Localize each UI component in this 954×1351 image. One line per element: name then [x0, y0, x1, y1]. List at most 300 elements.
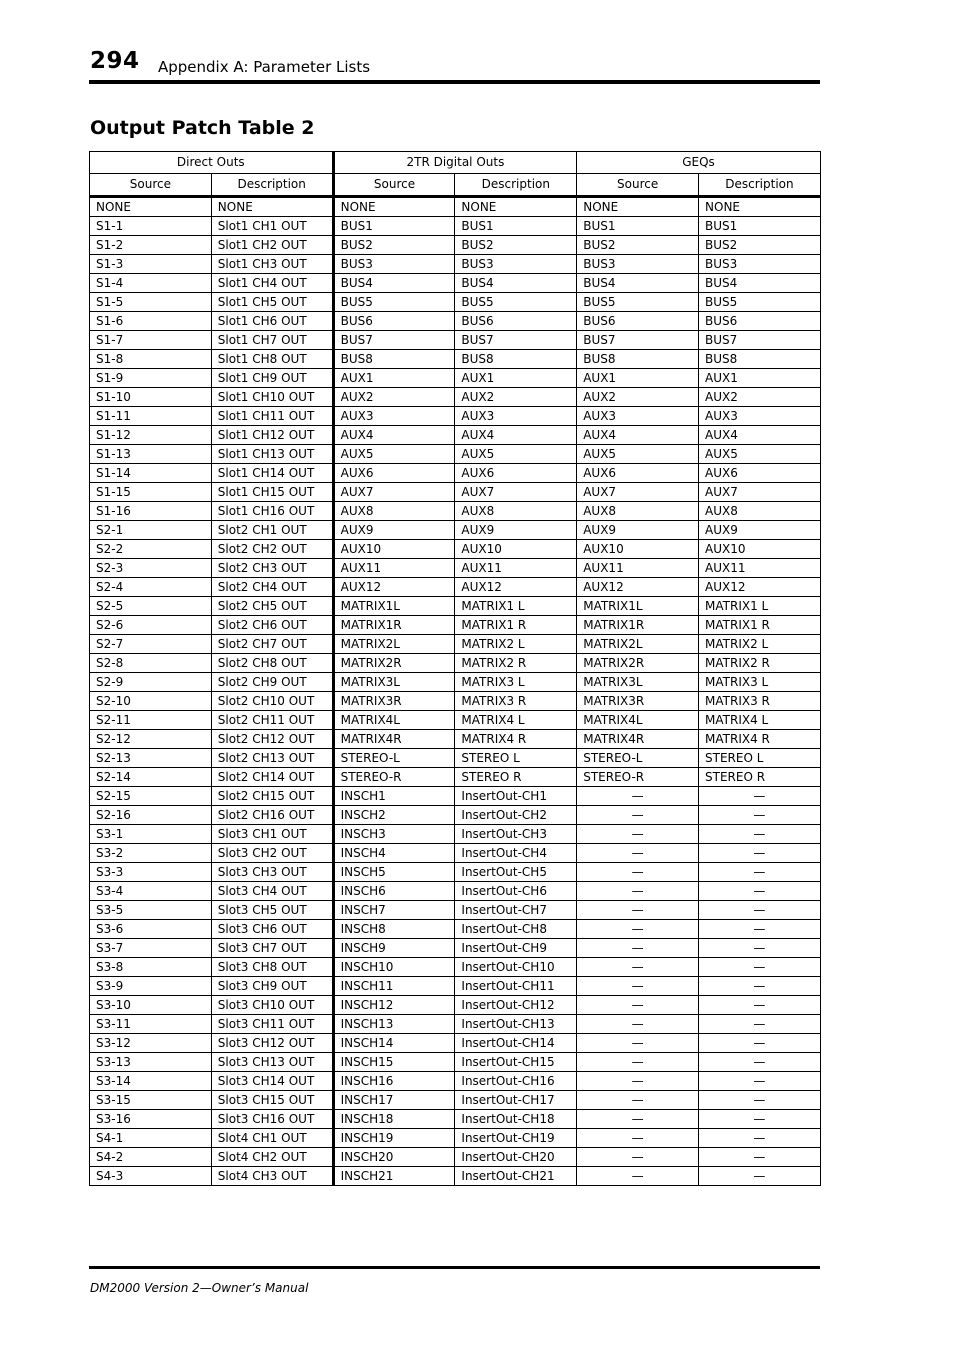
- digital-out-description-cell: AUX6: [455, 464, 577, 483]
- digital-out-source-cell: MATRIX3R: [333, 692, 455, 711]
- digital-out-source-cell: INSCH4: [333, 844, 455, 863]
- geq-source-cell: MATRIX1L: [577, 597, 699, 616]
- output-patch-table-container: [89, 151, 820, 1186]
- table-row: [90, 388, 821, 407]
- table-row: [90, 597, 821, 616]
- table-row: [90, 1167, 821, 1186]
- digital-out-description-cell: InsertOut-CH17: [455, 1091, 577, 1110]
- group-header-direct-outs: Direct Outs: [90, 152, 334, 174]
- digital-out-description-cell: BUS6: [455, 312, 577, 331]
- direct-out-description-cell: Slot2 CH2 OUT: [211, 540, 333, 559]
- direct-out-description-cell: Slot2 CH4 OUT: [211, 578, 333, 597]
- geq-description-cell: AUX3: [699, 407, 821, 426]
- direct-out-source-cell: S3-10: [90, 996, 212, 1015]
- geq-source-cell: BUS6: [577, 312, 699, 331]
- digital-out-description-cell: InsertOut-CH20: [455, 1148, 577, 1167]
- direct-out-description-cell: Slot3 CH1 OUT: [211, 825, 333, 844]
- digital-out-description-cell: AUX12: [455, 578, 577, 597]
- table-row: [90, 844, 821, 863]
- geq-source-cell: BUS2: [577, 236, 699, 255]
- table-row: [90, 578, 821, 597]
- direct-out-source-cell: S1-5: [90, 293, 212, 312]
- direct-out-source-cell: S3-9: [90, 977, 212, 996]
- table-row: [90, 1129, 821, 1148]
- column-header-description: Description: [699, 174, 821, 197]
- output-patch-table: [89, 151, 821, 1186]
- direct-out-source-cell: S3-4: [90, 882, 212, 901]
- section-title: Output Patch Table 2: [90, 117, 315, 139]
- table-row: [90, 692, 821, 711]
- direct-out-description-cell: Slot2 CH8 OUT: [211, 654, 333, 673]
- geq-description-cell: AUX5: [699, 445, 821, 464]
- direct-out-description-cell: Slot1 CH1 OUT: [211, 217, 333, 236]
- direct-out-source-cell: S4-1: [90, 1129, 212, 1148]
- geq-description-cell: MATRIX2 R: [699, 654, 821, 673]
- digital-out-source-cell: BUS1: [333, 217, 455, 236]
- table-row: [90, 730, 821, 749]
- digital-out-description-cell: AUX1: [455, 369, 577, 388]
- geq-source-cell: MATRIX4R: [577, 730, 699, 749]
- table-row: [90, 711, 821, 730]
- digital-out-source-cell: AUX9: [333, 521, 455, 540]
- digital-out-description-cell: InsertOut-CH6: [455, 882, 577, 901]
- table-row: [90, 255, 821, 274]
- digital-out-source-cell: BUS7: [333, 331, 455, 350]
- geq-description-cell: STEREO L: [699, 749, 821, 768]
- digital-out-source-cell: AUX1: [333, 369, 455, 388]
- table-row: [90, 197, 821, 217]
- digital-out-description-cell: BUS7: [455, 331, 577, 350]
- direct-out-description-cell: Slot3 CH5 OUT: [211, 901, 333, 920]
- geq-source-cell: NONE: [577, 197, 699, 217]
- digital-out-description-cell: InsertOut-CH1: [455, 787, 577, 806]
- direct-out-description-cell: Slot3 CH15 OUT: [211, 1091, 333, 1110]
- direct-out-source-cell: S3-8: [90, 958, 212, 977]
- column-header-source: Source: [333, 174, 455, 197]
- geq-source-cell: AUX2: [577, 388, 699, 407]
- running-head: Appendix A: Parameter Lists: [158, 58, 371, 76]
- direct-out-description-cell: Slot2 CH11 OUT: [211, 711, 333, 730]
- geq-description-cell: BUS1: [699, 217, 821, 236]
- table-row: [90, 445, 821, 464]
- direct-out-description-cell: Slot2 CH10 OUT: [211, 692, 333, 711]
- geq-source-cell: —: [577, 996, 699, 1015]
- geq-description-cell: AUX1: [699, 369, 821, 388]
- digital-out-description-cell: AUX9: [455, 521, 577, 540]
- table-row: [90, 331, 821, 350]
- digital-out-description-cell: STEREO R: [455, 768, 577, 787]
- geq-description-cell: AUX6: [699, 464, 821, 483]
- geq-source-cell: —: [577, 806, 699, 825]
- direct-out-description-cell: Slot1 CH5 OUT: [211, 293, 333, 312]
- digital-out-description-cell: AUX11: [455, 559, 577, 578]
- geq-source-cell: AUX8: [577, 502, 699, 521]
- table-row: [90, 806, 821, 825]
- digital-out-description-cell: BUS1: [455, 217, 577, 236]
- table-row: [90, 939, 821, 958]
- direct-out-description-cell: Slot2 CH6 OUT: [211, 616, 333, 635]
- geq-source-cell: MATRIX1R: [577, 616, 699, 635]
- geq-source-cell: AUX10: [577, 540, 699, 559]
- direct-out-source-cell: S2-12: [90, 730, 212, 749]
- direct-out-source-cell: S2-10: [90, 692, 212, 711]
- direct-out-source-cell: S1-3: [90, 255, 212, 274]
- geq-description-cell: —: [699, 939, 821, 958]
- direct-out-description-cell: Slot2 CH3 OUT: [211, 559, 333, 578]
- geq-source-cell: —: [577, 1015, 699, 1034]
- direct-out-description-cell: Slot3 CH4 OUT: [211, 882, 333, 901]
- digital-out-source-cell: MATRIX2L: [333, 635, 455, 654]
- geq-description-cell: —: [699, 863, 821, 882]
- digital-out-source-cell: INSCH18: [333, 1110, 455, 1129]
- table-row: [90, 654, 821, 673]
- geq-description-cell: AUX7: [699, 483, 821, 502]
- digital-out-description-cell: InsertOut-CH2: [455, 806, 577, 825]
- geq-source-cell: —: [577, 1034, 699, 1053]
- digital-out-source-cell: AUX5: [333, 445, 455, 464]
- direct-out-source-cell: S3-14: [90, 1072, 212, 1091]
- geq-source-cell: MATRIX2L: [577, 635, 699, 654]
- table-row: [90, 882, 821, 901]
- digital-out-description-cell: InsertOut-CH14: [455, 1034, 577, 1053]
- table-row: [90, 350, 821, 369]
- table-row: [90, 426, 821, 445]
- digital-out-source-cell: MATRIX2R: [333, 654, 455, 673]
- geq-source-cell: —: [577, 787, 699, 806]
- digital-out-source-cell: AUX11: [333, 559, 455, 578]
- digital-out-source-cell: MATRIX4R: [333, 730, 455, 749]
- direct-out-source-cell: S2-16: [90, 806, 212, 825]
- header-rule: [89, 80, 820, 84]
- geq-source-cell: —: [577, 920, 699, 939]
- direct-out-description-cell: Slot2 CH9 OUT: [211, 673, 333, 692]
- geq-source-cell: —: [577, 882, 699, 901]
- geq-source-cell: STEREO-L: [577, 749, 699, 768]
- direct-out-source-cell: S3-12: [90, 1034, 212, 1053]
- direct-out-description-cell: Slot1 CH7 OUT: [211, 331, 333, 350]
- digital-out-source-cell: BUS6: [333, 312, 455, 331]
- digital-out-source-cell: AUX3: [333, 407, 455, 426]
- column-header-row: [90, 174, 821, 197]
- digital-out-source-cell: AUX6: [333, 464, 455, 483]
- geq-description-cell: —: [699, 806, 821, 825]
- digital-out-description-cell: MATRIX2 L: [455, 635, 577, 654]
- table-row: [90, 236, 821, 255]
- direct-out-source-cell: S2-4: [90, 578, 212, 597]
- table-row: [90, 312, 821, 331]
- digital-out-description-cell: AUX3: [455, 407, 577, 426]
- direct-out-source-cell: S1-8: [90, 350, 212, 369]
- direct-out-description-cell: Slot1 CH4 OUT: [211, 274, 333, 293]
- direct-out-source-cell: S1-7: [90, 331, 212, 350]
- table-row: [90, 901, 821, 920]
- geq-description-cell: AUX9: [699, 521, 821, 540]
- digital-out-source-cell: INSCH9: [333, 939, 455, 958]
- digital-out-source-cell: STEREO-R: [333, 768, 455, 787]
- geq-description-cell: BUS6: [699, 312, 821, 331]
- direct-out-source-cell: S4-2: [90, 1148, 212, 1167]
- direct-out-description-cell: Slot1 CH11 OUT: [211, 407, 333, 426]
- geq-description-cell: AUX11: [699, 559, 821, 578]
- direct-out-description-cell: Slot2 CH15 OUT: [211, 787, 333, 806]
- direct-out-source-cell: S3-11: [90, 1015, 212, 1034]
- page-number: 294: [90, 48, 140, 74]
- direct-out-source-cell: S1-4: [90, 274, 212, 293]
- direct-out-description-cell: Slot2 CH7 OUT: [211, 635, 333, 654]
- table-row: [90, 540, 821, 559]
- geq-description-cell: —: [699, 825, 821, 844]
- geq-source-cell: —: [577, 939, 699, 958]
- geq-source-cell: —: [577, 1167, 699, 1186]
- table-row: [90, 1034, 821, 1053]
- digital-out-description-cell: InsertOut-CH10: [455, 958, 577, 977]
- direct-out-source-cell: S1-9: [90, 369, 212, 388]
- geq-description-cell: BUS3: [699, 255, 821, 274]
- digital-out-source-cell: BUS5: [333, 293, 455, 312]
- geq-description-cell: —: [699, 977, 821, 996]
- direct-out-description-cell: Slot2 CH14 OUT: [211, 768, 333, 787]
- direct-out-description-cell: Slot1 CH15 OUT: [211, 483, 333, 502]
- direct-out-description-cell: Slot3 CH2 OUT: [211, 844, 333, 863]
- direct-out-description-cell: Slot2 CH12 OUT: [211, 730, 333, 749]
- table-row: [90, 616, 821, 635]
- column-header-source: Source: [90, 174, 212, 197]
- direct-out-description-cell: Slot3 CH14 OUT: [211, 1072, 333, 1091]
- geq-source-cell: AUX3: [577, 407, 699, 426]
- direct-out-description-cell: Slot3 CH8 OUT: [211, 958, 333, 977]
- geq-source-cell: —: [577, 901, 699, 920]
- direct-out-source-cell: S2-9: [90, 673, 212, 692]
- direct-out-source-cell: S2-15: [90, 787, 212, 806]
- table-row: [90, 483, 821, 502]
- digital-out-description-cell: BUS5: [455, 293, 577, 312]
- geq-description-cell: BUS8: [699, 350, 821, 369]
- direct-out-source-cell: S2-6: [90, 616, 212, 635]
- direct-out-source-cell: S1-13: [90, 445, 212, 464]
- direct-out-description-cell: Slot4 CH2 OUT: [211, 1148, 333, 1167]
- digital-out-source-cell: INSCH2: [333, 806, 455, 825]
- digital-out-description-cell: InsertOut-CH8: [455, 920, 577, 939]
- geq-source-cell: —: [577, 844, 699, 863]
- digital-out-description-cell: MATRIX1 L: [455, 597, 577, 616]
- digital-out-source-cell: INSCH1: [333, 787, 455, 806]
- geq-source-cell: MATRIX2R: [577, 654, 699, 673]
- table-row: [90, 521, 821, 540]
- digital-out-description-cell: InsertOut-CH18: [455, 1110, 577, 1129]
- direct-out-description-cell: Slot1 CH16 OUT: [211, 502, 333, 521]
- digital-out-source-cell: INSCH6: [333, 882, 455, 901]
- geq-description-cell: —: [699, 1015, 821, 1034]
- direct-out-source-cell: S3-2: [90, 844, 212, 863]
- direct-out-source-cell: S1-2: [90, 236, 212, 255]
- digital-out-source-cell: BUS8: [333, 350, 455, 369]
- column-header-source: Source: [577, 174, 699, 197]
- direct-out-description-cell: Slot2 CH13 OUT: [211, 749, 333, 768]
- direct-out-description-cell: Slot3 CH3 OUT: [211, 863, 333, 882]
- direct-out-description-cell: Slot4 CH1 OUT: [211, 1129, 333, 1148]
- table-row: [90, 274, 821, 293]
- geq-source-cell: BUS5: [577, 293, 699, 312]
- direct-out-source-cell: S1-14: [90, 464, 212, 483]
- geq-source-cell: —: [577, 825, 699, 844]
- geq-source-cell: —: [577, 1129, 699, 1148]
- digital-out-description-cell: MATRIX4 L: [455, 711, 577, 730]
- digital-out-source-cell: INSCH16: [333, 1072, 455, 1091]
- direct-out-description-cell: Slot1 CH8 OUT: [211, 350, 333, 369]
- direct-out-source-cell: S2-13: [90, 749, 212, 768]
- digital-out-description-cell: InsertOut-CH4: [455, 844, 577, 863]
- geq-source-cell: AUX5: [577, 445, 699, 464]
- geq-source-cell: AUX9: [577, 521, 699, 540]
- direct-out-description-cell: Slot1 CH9 OUT: [211, 369, 333, 388]
- geq-description-cell: AUX2: [699, 388, 821, 407]
- direct-out-source-cell: S2-1: [90, 521, 212, 540]
- table-row: [90, 958, 821, 977]
- geq-source-cell: —: [577, 1053, 699, 1072]
- digital-out-description-cell: AUX5: [455, 445, 577, 464]
- digital-out-description-cell: MATRIX3 R: [455, 692, 577, 711]
- geq-description-cell: MATRIX3 R: [699, 692, 821, 711]
- digital-out-description-cell: InsertOut-CH16: [455, 1072, 577, 1091]
- digital-out-description-cell: InsertOut-CH9: [455, 939, 577, 958]
- direct-out-source-cell: S3-5: [90, 901, 212, 920]
- direct-out-source-cell: S1-10: [90, 388, 212, 407]
- digital-out-description-cell: AUX10: [455, 540, 577, 559]
- digital-out-source-cell: AUX8: [333, 502, 455, 521]
- table-row: [90, 787, 821, 806]
- digital-out-description-cell: MATRIX1 R: [455, 616, 577, 635]
- direct-out-source-cell: S2-3: [90, 559, 212, 578]
- table-row: [90, 502, 821, 521]
- geq-source-cell: —: [577, 1110, 699, 1129]
- digital-out-source-cell: INSCH12: [333, 996, 455, 1015]
- table-row: [90, 977, 821, 996]
- table-row: [90, 1110, 821, 1129]
- geq-description-cell: MATRIX1 R: [699, 616, 821, 635]
- digital-out-description-cell: InsertOut-CH5: [455, 863, 577, 882]
- table-row: [90, 1053, 821, 1072]
- table-row: [90, 768, 821, 787]
- geq-source-cell: STEREO-R: [577, 768, 699, 787]
- direct-out-source-cell: S2-7: [90, 635, 212, 654]
- direct-out-source-cell: S2-2: [90, 540, 212, 559]
- direct-out-source-cell: S1-1: [90, 217, 212, 236]
- column-header-description: Description: [211, 174, 333, 197]
- digital-out-source-cell: STEREO-L: [333, 749, 455, 768]
- geq-source-cell: —: [577, 977, 699, 996]
- direct-out-description-cell: Slot3 CH9 OUT: [211, 977, 333, 996]
- direct-out-description-cell: Slot3 CH11 OUT: [211, 1015, 333, 1034]
- digital-out-description-cell: BUS2: [455, 236, 577, 255]
- geq-description-cell: MATRIX3 L: [699, 673, 821, 692]
- geq-description-cell: BUS4: [699, 274, 821, 293]
- digital-out-source-cell: NONE: [333, 197, 455, 217]
- direct-out-description-cell: NONE: [211, 197, 333, 217]
- table-row: [90, 749, 821, 768]
- table-row: [90, 1072, 821, 1091]
- geq-description-cell: —: [699, 787, 821, 806]
- direct-out-source-cell: S1-12: [90, 426, 212, 445]
- direct-out-description-cell: Slot1 CH2 OUT: [211, 236, 333, 255]
- direct-out-description-cell: Slot2 CH5 OUT: [211, 597, 333, 616]
- digital-out-source-cell: INSCH17: [333, 1091, 455, 1110]
- digital-out-source-cell: INSCH14: [333, 1034, 455, 1053]
- table-row: [90, 635, 821, 654]
- direct-out-description-cell: Slot4 CH3 OUT: [211, 1167, 333, 1186]
- digital-out-description-cell: AUX4: [455, 426, 577, 445]
- digital-out-source-cell: INSCH20: [333, 1148, 455, 1167]
- direct-out-source-cell: NONE: [90, 197, 212, 217]
- geq-description-cell: —: [699, 1053, 821, 1072]
- table-body: [90, 197, 821, 1186]
- geq-description-cell: —: [699, 1034, 821, 1053]
- digital-out-source-cell: AUX2: [333, 388, 455, 407]
- geq-description-cell: MATRIX4 L: [699, 711, 821, 730]
- table-row: [90, 464, 821, 483]
- table-row: [90, 673, 821, 692]
- geq-description-cell: AUX8: [699, 502, 821, 521]
- geq-description-cell: AUX12: [699, 578, 821, 597]
- geq-source-cell: BUS8: [577, 350, 699, 369]
- digital-out-description-cell: NONE: [455, 197, 577, 217]
- geq-description-cell: —: [699, 844, 821, 863]
- table-row: [90, 369, 821, 388]
- digital-out-source-cell: INSCH5: [333, 863, 455, 882]
- geq-source-cell: —: [577, 1148, 699, 1167]
- geq-description-cell: AUX4: [699, 426, 821, 445]
- geq-source-cell: —: [577, 1072, 699, 1091]
- geq-description-cell: —: [699, 996, 821, 1015]
- digital-out-source-cell: AUX12: [333, 578, 455, 597]
- table-row: [90, 407, 821, 426]
- direct-out-description-cell: Slot2 CH16 OUT: [211, 806, 333, 825]
- direct-out-source-cell: S3-6: [90, 920, 212, 939]
- geq-source-cell: AUX1: [577, 369, 699, 388]
- geq-description-cell: —: [699, 1167, 821, 1186]
- digital-out-description-cell: InsertOut-CH13: [455, 1015, 577, 1034]
- digital-out-source-cell: INSCH7: [333, 901, 455, 920]
- direct-out-description-cell: Slot3 CH16 OUT: [211, 1110, 333, 1129]
- geq-description-cell: —: [699, 882, 821, 901]
- footer-text: DM2000 Version 2—Owner’s Manual: [90, 1281, 309, 1295]
- table-row: [90, 559, 821, 578]
- table-row: [90, 825, 821, 844]
- geq-source-cell: AUX6: [577, 464, 699, 483]
- digital-out-description-cell: MATRIX3 L: [455, 673, 577, 692]
- digital-out-source-cell: MATRIX1R: [333, 616, 455, 635]
- table-row: [90, 863, 821, 882]
- digital-out-source-cell: MATRIX3L: [333, 673, 455, 692]
- geq-description-cell: —: [699, 901, 821, 920]
- direct-out-description-cell: Slot1 CH6 OUT: [211, 312, 333, 331]
- geq-source-cell: MATRIX4L: [577, 711, 699, 730]
- table-row: [90, 996, 821, 1015]
- direct-out-description-cell: Slot1 CH12 OUT: [211, 426, 333, 445]
- table-row: [90, 1015, 821, 1034]
- geq-description-cell: —: [699, 958, 821, 977]
- digital-out-source-cell: INSCH13: [333, 1015, 455, 1034]
- direct-out-source-cell: S1-6: [90, 312, 212, 331]
- geq-source-cell: MATRIX3L: [577, 673, 699, 692]
- digital-out-source-cell: INSCH19: [333, 1129, 455, 1148]
- digital-out-description-cell: BUS3: [455, 255, 577, 274]
- geq-description-cell: BUS2: [699, 236, 821, 255]
- digital-out-description-cell: InsertOut-CH19: [455, 1129, 577, 1148]
- digital-out-description-cell: InsertOut-CH7: [455, 901, 577, 920]
- digital-out-source-cell: INSCH11: [333, 977, 455, 996]
- digital-out-description-cell: InsertOut-CH11: [455, 977, 577, 996]
- group-header-geqs: GEQs: [577, 152, 821, 174]
